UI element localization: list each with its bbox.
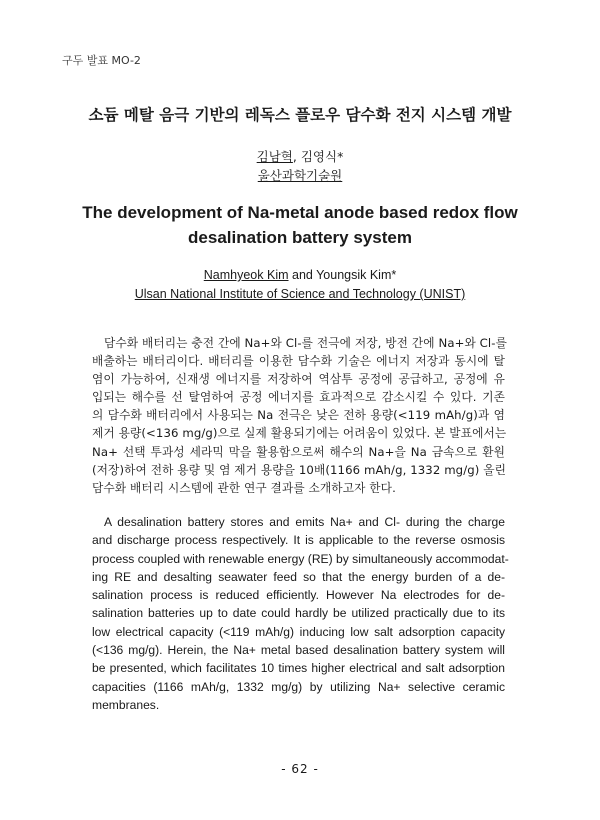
english-abstract-line: and discharge process respectively. It is applicable to the reverse osmosis xyxy=(92,533,505,548)
korean-authors-block xyxy=(0,147,600,185)
korean-title: 소듐 메탈 음극 기반의 레독스 플로우 담수화 전지 시스템 개발 xyxy=(88,106,512,124)
korean-author-separator: , xyxy=(292,149,301,164)
english-abstract-line: low electrical capacity (<119 mAh/g) inducing low salt adsorption capacity xyxy=(92,624,505,639)
english-affiliation: Ulsan National Institute of Science and Technology (UNIST) xyxy=(134,287,466,301)
english-author-line xyxy=(0,266,600,285)
korean-author-line xyxy=(0,147,600,166)
english-author-and: and xyxy=(288,268,317,282)
korean-affiliation: 울산과학기술원 xyxy=(257,168,343,183)
korean-abstract xyxy=(92,334,505,497)
english-abstract-line: capacities (1166 mAh/g, 1332 mg/g) by utilizing Na+ selective ceramic xyxy=(92,679,505,694)
english-abstract xyxy=(92,513,509,714)
english-abstract-line: (<136 mg/g). Herein, the Na+ metal based desalination battery system will xyxy=(92,643,505,658)
english-abstract-line: ing RE and desalting seawater feed so that the energy burden of a de- xyxy=(92,569,505,584)
english-abstract-line: salination process is reduced efficiently. However Na electrodes for de- xyxy=(92,588,505,603)
english-abstract-line: process coupled with renewable energy (RE) by simultaneously accommodat- xyxy=(92,551,509,566)
korean-abstract-line: Na+ 선택 투과성 세라믹 막을 활용함으로써 해수의 Na+을 Na 금속으로 환원 xyxy=(92,444,505,459)
page-number: - 62 - xyxy=(281,762,319,776)
korean-abstract-line: 담수화 배터리 시스템에 관한 연구 결과를 소개하고자 한다. xyxy=(92,480,396,495)
english-title: The development of Na-metal anode based redox flow desalination battery system xyxy=(82,203,518,247)
english-abstract-line: salination batteries up to date could hardly be utilized practically due to its xyxy=(92,606,505,621)
korean-abstract-line: 담수화 배터리는 충전 간에 Na+와 Cl-를 전극에 저장, 방전 간에 Na+와 Cl-를 xyxy=(104,336,507,350)
korean-author-1: 김남혁 xyxy=(256,149,293,164)
korean-abstract-line: 입되는 해수를 선 탈염하여 공정 에너지를 효과적으로 감소시킬 수 있다. 기존 xyxy=(92,390,505,405)
english-abstract-line: A desalination battery stores and emits Na+ and Cl- during the charge xyxy=(104,515,505,529)
korean-author-2: 김영식* xyxy=(300,149,344,164)
english-author-1: Namhyeok Kim xyxy=(203,268,289,282)
korean-abstract-line: 제거 용량(<136 mg/g)으로 실제 활용되기에는 어려움이 있었다. 본 발표에서는 xyxy=(92,426,507,441)
english-abstract-line: membranes. xyxy=(92,697,160,712)
english-author-2: Youngsik Kim* xyxy=(316,268,397,282)
korean-abstract-line: 배출하는 배터리이다. 배터리를 이용한 담수화 기술은 에너지 저장과 동시에 탈 xyxy=(92,354,505,369)
korean-abstract-line: 염이 가능하여, 신재생 에너지를 저장하여 역삼투 공정에 공급하고, 공정에 유 xyxy=(92,372,505,387)
korean-abstract-line: 의 담수화 배터리에서 사용되는 Na 전극은 낮은 전하 용량(<119 mAh/g)과 염 xyxy=(92,408,505,423)
english-abstract-line: be presented, which facilitates 10 times higher electrical and salt adsorption xyxy=(92,661,505,676)
korean-abstract-line: (저장)하여 전하 용량 및 염 제거 용량을 10배(1166 mAh/g, 1332 mg/g) 올린 xyxy=(92,462,507,477)
english-authors-block xyxy=(0,266,600,304)
session-code: 구두 발표 MO-2 xyxy=(62,54,141,67)
